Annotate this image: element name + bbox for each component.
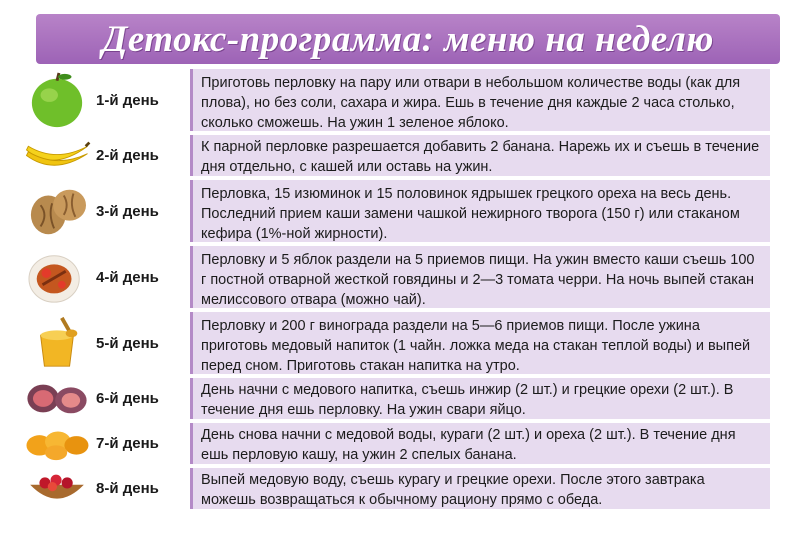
day-label-cell [0, 133, 190, 178]
day-description: Приготовь перловку на пару или отвари в небольшом количестве воды (как для плова), но без соли, сахара и жира. Ешь в течение дня каждые 2 часа столько, сколько сможешь. На ужин 1 зеленое яблоко. [190, 69, 770, 131]
banana-icon [22, 137, 92, 174]
day-label: 6-й день [96, 390, 159, 407]
day-description: День начни с медового напитка, съешь инжир (2 шт.) и грецкие орехи (2 шт.). В течение дня ешь перловку. На ужин свари яйцо. [190, 378, 770, 419]
menu-row-day-6 [0, 376, 800, 421]
day-label-cell [0, 421, 190, 466]
day-label-cell [0, 67, 190, 133]
day-label-cell [0, 310, 190, 376]
day-description: Перловку и 200 г винограда раздели на 5—6 приемов пищи. После ужина приготовь медовый напиток (1 чайн. ложка меда на стакан теплой воды) и выпей перед сном. Приготовь стакан напитка на утро. [190, 312, 770, 374]
menu-table [0, 67, 800, 511]
menu-row-day-1 [0, 67, 800, 133]
menu-row-day-3 [0, 178, 800, 244]
day-label: 3-й день [96, 202, 159, 220]
day-description: Перловку и 5 яблок раздели на 5 приемов пищи. На ужин вместо каши съешь 100 г постной отварной жесткой говядины и 2—3 томата черри. На ночь выпей стакан мелиссового отвара (можно чай). [190, 246, 770, 308]
day-label-cell [0, 178, 190, 244]
menu-row-day-7 [0, 421, 800, 466]
menu-row-day-4 [0, 244, 800, 310]
day-label: 2-й день [96, 147, 159, 164]
menu-row-day-8 [0, 466, 800, 511]
day-description: День снова начни с медовой воды, кураги (2 шт.) и ореха (2 шт.). В течение дня ешь перловую кашу, на ужин 2 спелых банана. [190, 423, 770, 464]
honey-icon [22, 314, 92, 372]
day-description: Выпей медовую воду, съешь курагу и грецкие орехи. После этого завтрака можешь возвращаться к обычному рациону прямо с обеда. [190, 468, 770, 509]
apple-icon [22, 71, 92, 129]
dried-apricot-icon [22, 425, 92, 462]
day-label: 5-й день [96, 334, 159, 352]
day-description: К парной перловке разрешается добавить 2 банана. Нарежь их и съешь в течение дня отдельно, с кашей или оставь на ужин. [190, 135, 770, 176]
page-title: Детокс-программа: меню на неделю [102, 18, 714, 60]
menu-row-day-5 [0, 310, 800, 376]
day-description: Перловка, 15 изюминок и 15 половинок ядрышек грецкого ореха на весь день. Последний прием каши замени чашкой нежирного творога (150 г) или стаканом кефира (1%-ной жирности). [190, 180, 770, 242]
day-label: 7-й день [96, 435, 159, 452]
day-label: 4-й день [96, 268, 159, 286]
day-label-cell [0, 466, 190, 511]
day-label: 1-й день [96, 91, 159, 109]
day-label-cell [0, 376, 190, 421]
day-label: 8-й день [96, 480, 159, 497]
day-label-cell [0, 244, 190, 310]
meat-dish-icon [22, 248, 92, 306]
menu-row-day-2 [0, 133, 800, 178]
fig-icon [22, 380, 92, 417]
walnut-icon [22, 182, 92, 240]
title-banner [36, 14, 780, 64]
berries-bowl-icon [22, 470, 92, 507]
